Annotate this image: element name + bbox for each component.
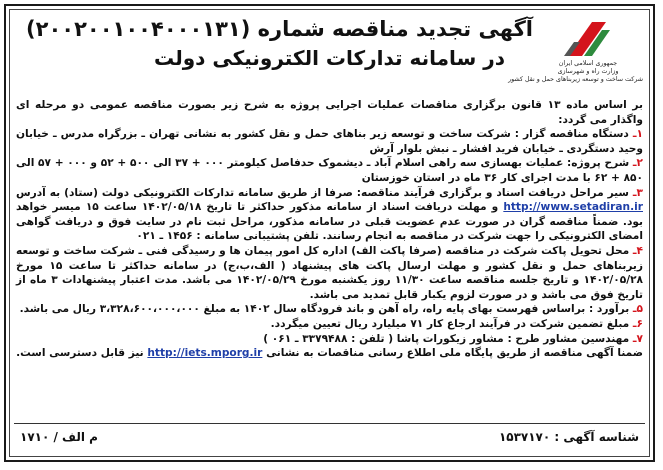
item-text: مبلغ تضمین شرکت در فرآیند ارجاع کار ۷۱ میلیارد ریال تعیین میگردد. [270, 317, 630, 330]
intro-paragraph [16, 98, 643, 127]
item-text: محل تحویل پاکت شرکت در مناقصه (صرفا پاکت الف) اداره کل امور پیمان ها و رسیدگی فنی ـ شرکت ساخت و توسعه زیربناهای حمل و نقل کشور و مهلت ارسال پاکت های پیشنهاد ( الف،ب،ج) در سامانه حداکثر تا ساعت ۱۵ مورخ ۱۴۰۲/۰۵/۲۸ و تاریخ جلسه مناقصه ساعت ۱۱/۳۰ روز یکشنبه مورخ ۱۴۰۲/۰۵/۲۹ می باشد. مدت اعتبار پیشنهادات ۳ ماه از تاریخ فوق می باشد و در صورت لزوم یکبار قابل تمدید می باشد. [16, 244, 644, 301]
item-4: ۴ـ محل تحویل پاکت شرکت در مناقصه (صرفا پاکت الف) اداره کل امور پیمان ها و رسیدگی فنی ـ شرکت ساخت و توسعه زیربناهای حمل و نقل کشور و مهلت ارسال پاکت های پیشنهاد ( الف،ب،ج) در سامانه حداکثر تا ساعت ۱۵ مورخ ۱۴۰۲/۰۵/۲۸ و تاریخ جلسه مناقصه ساعت ۱۱/۳۰ روز یکشنبه مورخ ۱۴۰۲/۰۵/۲۹ می باشد. مدت اعتبار پیشنهادات ۳ ماه از تاریخ فوق می باشد و در صورت لزوم یکبار قابل تمدید می باشد. [16, 244, 644, 301]
closing-text-end: نیز قابل دسترسی است. [16, 347, 144, 360]
item-text: براساس فهرست بهای پایه راه، راه آهن و باند فرودگاه سال ۱۴۰۲ به مبلغ ۳،۳۲۸،۶۰۰،۰۰۰،۰۰۰ ریال می باشد. [19, 303, 586, 316]
closing-paragraph [16, 346, 643, 361]
ad-id: شناسه آگهی : ۱۵۳۷۱۷۰ [498, 430, 639, 444]
ad-title: آگهی تجدید مناقصه شماره (۲۰۰۲۰۰۱۰۰۴۰۰۰۱۳۱) [26, 17, 533, 41]
item-2: ۲ـ شرح پروژه: عملیات بهسازی سه راهی اسلام آباد ـ دیشموک حدفاصل کیلومتر ۰۰۰ + ۳۷ الی ۵۰۰ + ۵۲ و ۰۰۰ + ۵۷ الی ۸۵۰ + ۶۲ با مدت اجرای کار ۳۶ ماه در استان خوزستان [16, 157, 643, 184]
closing-text: ضمنا آگهی مناقصه از طریق پایگاه ملی اطلاع رسانی مناقصات به نشانی [266, 347, 643, 360]
logo-caption-company: شرکت ساخت و توسعه زیربناهای حمل و نقل کشور [508, 76, 643, 83]
item-number: ۶ [636, 317, 643, 330]
ad-titles [26, 14, 533, 72]
item-number: ۷ [636, 332, 643, 345]
item-label: مهندسین مشاور طرح : [507, 332, 630, 345]
item-7: ۷ـ مهندسین مشاور طرح : مشاور زیکورات پاشا ( تلفن : ۳۳۷۹۴۸۸ ـ ۰۶۱ ) [263, 332, 643, 345]
item-1: ۱ـ دستگاه مناقصه گزار : شرکت ساخت و توسعه زیر بناهای حمل و نقل کشور به نشانی تهران ـ بزرگراه مدرس ـ خیابان وحید دستگردی ـ خیابان فرید افشار ـ نبش بلوار آرش [16, 128, 644, 155]
item-text: عملیات بهسازی سه راهی اسلام آباد ـ دیشموک حدفاصل کیلومتر ۰۰۰ + ۳۷ الی ۵۰۰ + ۵۲ و ۰۰۰ + ۵۷ الی ۸۵۰ + ۶۲ با مدت اجرای کار ۳۶ ماه در استان خوزستان [16, 157, 643, 184]
item-number: ۱ [636, 128, 644, 141]
intro-text: بر اساس ماده ۱۳ قانون برگزاری مناقصات عملیات اجرایی پروژه به شرح زیر بصورت مناقصه عمومی دو مرحله ای واگذار می گردد: [16, 99, 643, 126]
item-6: ۶ـ مبلغ تضمین شرکت در فرآیند ارجاع کار ۷۱ میلیارد ریال تعیین میگردد. [270, 317, 643, 330]
ad-subtitle: در سامانه تدارکات الکترونیکی دولت [154, 46, 505, 70]
item-3: ۳ـ سیر مراحل دریافت اسناد و برگزاری فرآیند مناقصه: صرفا از طریق سامانه تدارکات الکترونیکی دولت (ستاد) به آدرس http://www.setadiran.ir و مهلت دریافت اسناد از سامانه مذکور حداکثر تا تاریخ ۱۴۰۲/۰۵/۱۸ ساعت ۱۵ میسر خواهد بود. ضمناً مناقصه گران در صورت عدم عضویت قبلی در سامانه مذکور، مراحل ثبت نام در سایت فوق و دریافت گواهی امضای الکترونیکی را جهت شرکت در مناقصه به انجام رسانند. تلفن پشتیبانی سامانه : ۱۴۵۶ ـ ۰۲۱ [16, 186, 643, 243]
item-text-continued: و مهلت دریافت اسناد از سامانه مذکور حداکثر تا تاریخ ۱۴۰۲/۰۵/۱۸ ساعت ۱۵ میسر خواهد بود. ضمناً مناقصه گران در صورت عدم عضویت قبلی در سامانه مذکور، مراحل ثبت نام در سایت فوق و دریافت گواهی امضای الکترونیکی را جهت شرکت در مناقصه به انجام رسانند. تلفن پشتیبانی سامانه : ۱۴۵۶ ـ ۰۲۱ [16, 201, 643, 243]
item-label: شرح پروژه: [567, 157, 630, 170]
road-logo-icon [562, 16, 614, 60]
iets-link[interactable]: http://iets.mporg.ir [147, 347, 263, 360]
ad-footer [14, 423, 645, 450]
item-text: شرکت ساخت و توسعه زیر بناهای حمل و نقل کشور به نشانی تهران ـ بزرگراه مدرس ـ خیابان وحید دستگردی ـ خیابان فرید افشار ـ نبش بلوار آرش [16, 128, 643, 155]
item-number: ۳ [636, 186, 643, 199]
ad-body [16, 98, 643, 361]
item-text: مشاور زیکورات پاشا ( تلفن : ۳۳۷۹۴۸۸ ـ ۰۶۱ ) [263, 332, 504, 345]
item-number: ۵ [636, 303, 643, 316]
item-number: ۲ [636, 157, 643, 170]
ministry-logo [508, 16, 643, 96]
logo-caption-country: جمهوری اسلامی ایران [558, 60, 618, 67]
item-label: سیر مراحل دریافت اسناد و برگزاری فرآیند مناقصه: [356, 186, 629, 199]
ad-frame [4, 4, 655, 462]
item-5: ۵ـ برآورد : براساس فهرست بهای پایه راه، راه آهن و باند فرودگاه سال ۱۴۰۲ به مبلغ ۳،۳۲۸،۶۰۰،۰۰۰،۰۰۰ ریال می باشد. [19, 303, 643, 316]
item-label: دستگاه مناقصه گزار : [514, 128, 629, 141]
ad-code: م الف / ۱۷۱۰ [20, 430, 98, 444]
item-text: صرفا از طریق سامانه تدارکات الکترونیکی دولت (ستاد) به آدرس [16, 186, 353, 199]
item-number: ۴ [636, 244, 643, 257]
setadiran-link[interactable]: http://www.setadiran.ir [503, 201, 643, 214]
ad-header [6, 6, 653, 98]
logo-caption-ministry: وزارت راه و شهرسازی [557, 68, 619, 75]
item-label: برآورد : [588, 303, 630, 316]
